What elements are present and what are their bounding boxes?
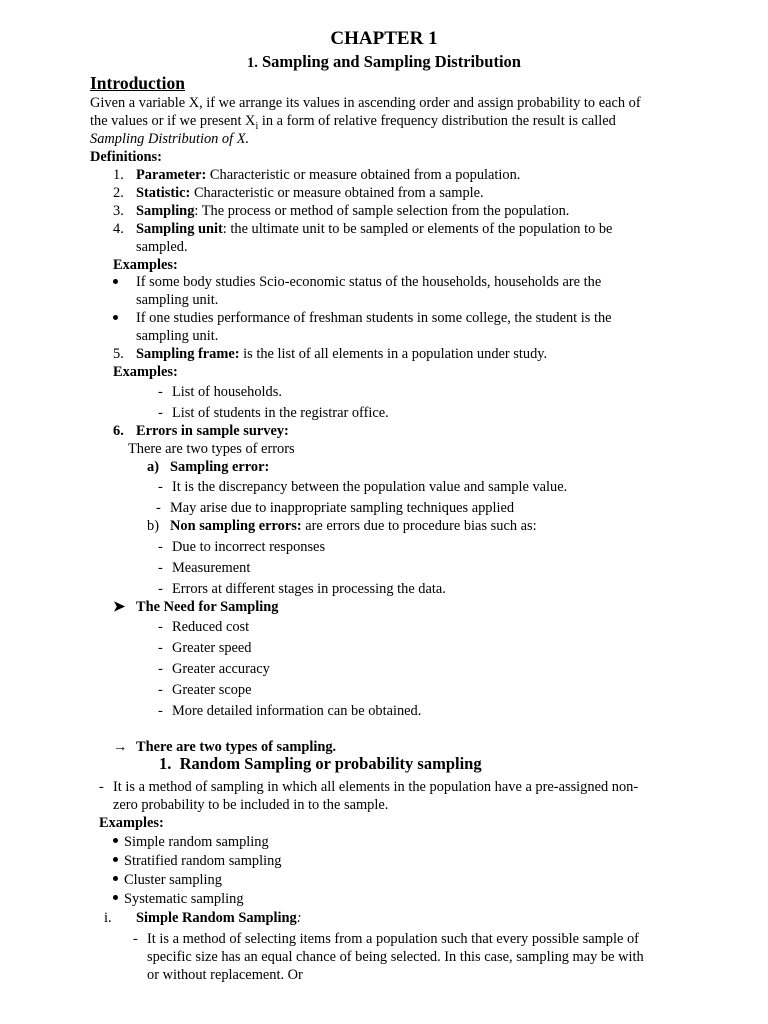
error-b-item-2: Measurement [172,560,251,576]
examples-heading: Examples: [113,257,178,273]
error-b-item-1: Due to incorrect responses [172,539,326,555]
dash-icon: - [158,405,163,421]
dash-icon: - [158,661,163,677]
dash-icon: - [133,931,138,947]
random-example-3: Cluster sampling [124,872,222,888]
def-5: Sampling frame: is the list of all elements in a population under study. [136,346,548,362]
need-item-4: Greater scope [172,682,252,698]
need-item-2: Greater speed [172,640,252,656]
bullet-icon [113,895,118,900]
random-sampling-desc-2: zero probability to be included in to the sample. [113,797,389,813]
arrowhead-bullet-icon: ➤ [113,599,126,615]
dash-icon: - [99,779,104,795]
random-examples-heading: Examples: [99,815,164,831]
dash-icon: - [158,703,163,719]
def-3-number: 3. [113,203,124,219]
intro-line-1: Given a variable X, if we arrange its values in ascending order and assign probability to each of [90,95,641,111]
introduction-heading: Introduction [90,73,185,93]
bullet-icon [113,838,118,843]
intro-line-3: Sampling Distribution of X. [90,131,250,147]
dash-icon: - [158,560,163,576]
bullet-icon [113,876,118,881]
dash-icon: - [158,682,163,698]
types-statement: There are two types of sampling. [136,739,337,755]
error-a-heading: Sampling error: [170,459,270,475]
def-6: Errors in sample survey: [136,423,289,439]
error-a-item-1: It is the discrepancy between the population value and sample value. [172,479,568,495]
def-6-number: 6. [113,423,124,439]
dash-icon: - [158,619,163,635]
bullet-icon [113,857,118,862]
chapter-title [0,53,768,72]
def-1: Parameter: Characteristic or measure obtained from a population. [136,167,521,183]
example-2-line-1: If one studies performance of freshman students in some college, the student is the [136,310,612,326]
example-2-line-2: sampling unit. [136,328,219,344]
bullet-icon [113,279,118,284]
random-sampling-desc-1: It is a method of sampling in which all elements in the population have a pre-assigned non- [113,779,639,795]
dash-icon: - [158,539,163,555]
srs-desc-3: or without replacement. Or [147,967,303,983]
def-4-number: 4. [113,221,124,237]
examples-2-heading: Examples: [113,364,178,380]
frame-example-1: List of households. [172,384,282,400]
need-item-5: More detailed information can be obtained. [172,703,422,719]
random-example-1: Simple random sampling [124,834,269,850]
example-1-line-2: sampling unit. [136,292,219,308]
def-1-number: 1. [113,167,124,183]
example-1-line-1: If some body studies Scio-economic status of the households, households are the [136,274,602,290]
random-example-4: Systematic sampling [124,891,244,907]
dash-icon: - [158,479,163,495]
need-heading: The Need for Sampling [136,599,279,615]
right-arrow-icon: → [113,739,128,755]
random-sampling-heading: 1. Random Sampling or probability sampling [159,754,482,773]
errors-intro: There are two types of errors [128,441,295,457]
srs-heading: Simple Random Sampling: [136,910,302,926]
error-a-item-2: May arise due to inappropriate sampling techniques applied [170,500,515,516]
frame-example-2: List of students in the registrar office. [172,405,389,421]
error-b: Non sampling errors: are errors due to procedure bias such as: [170,518,537,534]
srs-desc-1: It is a method of selecting items from a population such that every possible sample of [147,931,639,947]
dash-icon: - [158,581,163,597]
dash-icon: - [158,640,163,656]
def-2: Statistic: Characteristic or measure obtained from a sample. [136,185,484,201]
def-4-continued: sampled. [136,239,188,255]
def-2-number: 2. [113,185,124,201]
def-5-number: 5. [113,346,124,362]
srs-number: i. [104,910,112,926]
need-item-1: Reduced cost [172,619,250,635]
dash-icon: - [156,500,161,516]
random-example-2: Stratified random sampling [124,853,282,869]
chapter-heading: CHAPTER 1 [330,28,438,49]
dash-icon: - [158,384,163,400]
chapter-title-text: Sampling and Sampling Distribution [261,52,521,71]
error-a-label: a) [147,459,159,475]
intro-line-2: the values or if we present $X_i$ in a form of relative frequency distribution the result is called [90,113,616,132]
bullet-icon [113,315,118,320]
def-3: Sampling: The process or method of sample selection from the population. [136,203,570,219]
error-b-label: b) [147,518,159,534]
need-item-3: Greater accuracy [172,661,270,677]
def-4: Sampling unit: the ultimate unit to be sampled or elements of the population to be [136,221,613,237]
error-b-item-3: Errors at different stages in processing the data. [172,581,446,597]
chapter-title-number: 1. [247,55,258,71]
definitions-heading: Definitions: [90,149,162,165]
srs-desc-2: specific size has an equal chance of being selected. In this case, sampling may be with [147,949,644,965]
